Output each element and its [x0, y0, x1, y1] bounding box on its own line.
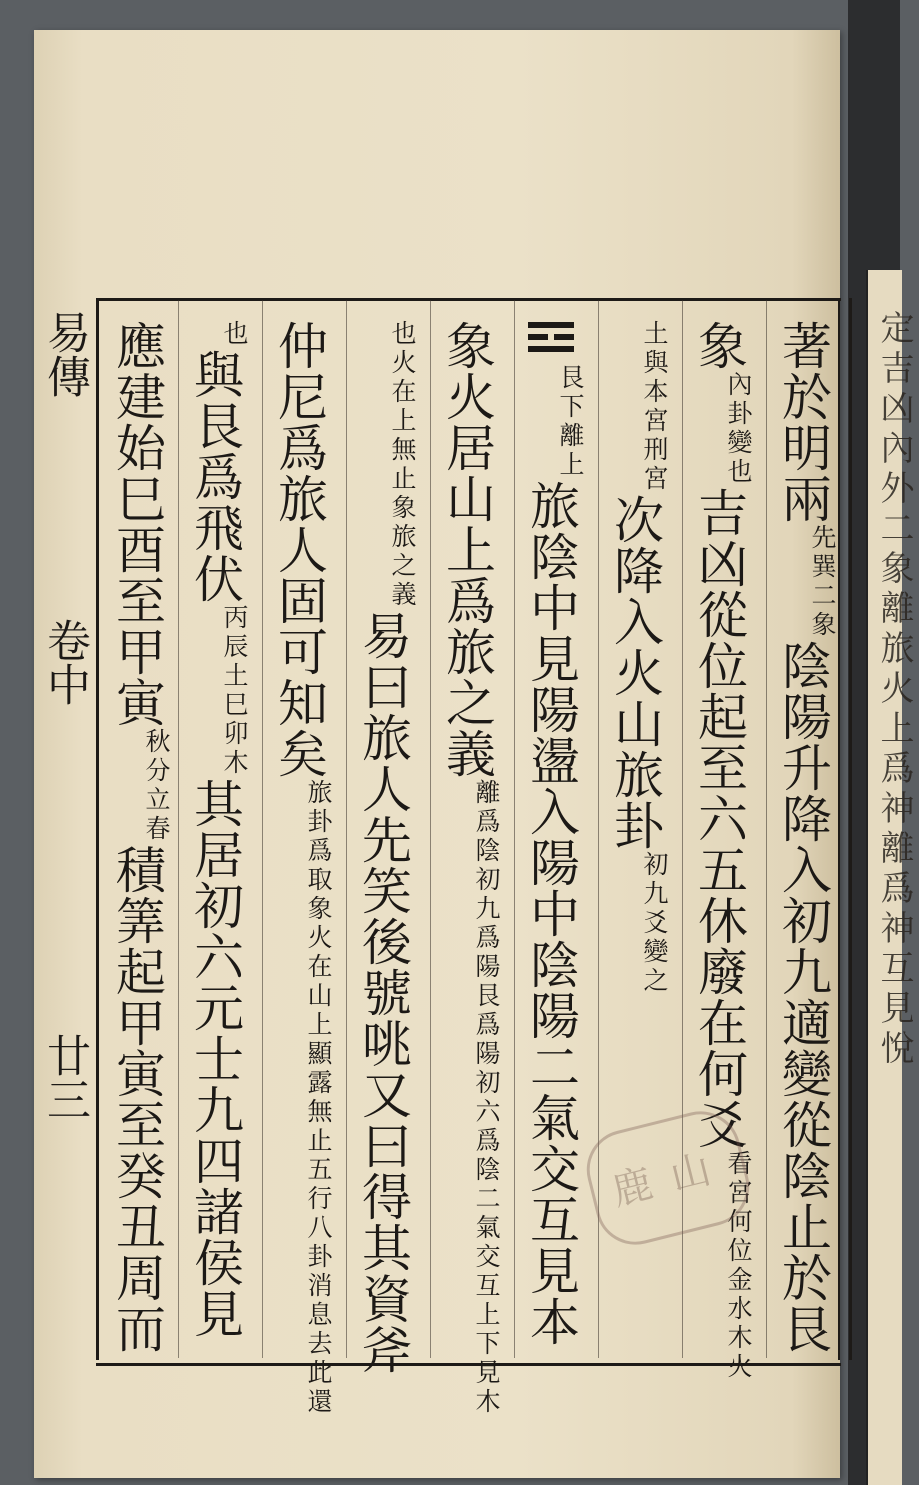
annotation-pair	[434, 779, 500, 1417]
annotation-text: 初九爻	[640, 851, 669, 938]
annotation-text: 秋分	[142, 728, 171, 786]
main-text: 旅陰中見陽盪入陽中陰陽二氣交互見本	[522, 480, 580, 1347]
annotation-pair	[266, 779, 332, 1417]
text-column-9	[104, 320, 171, 1354]
column-rule	[346, 300, 347, 1358]
main-text: 應建始巳酉至甲寅	[108, 320, 166, 728]
column-rule	[262, 300, 263, 1358]
block-heart-margin	[40, 298, 88, 1360]
annotation-pair	[518, 364, 584, 480]
adjacent-page-text: 定吉凶內外二象離旅火上爲神離爲神互見悅	[874, 310, 914, 1070]
main-text: 象火居山上爲旅之義	[438, 320, 496, 779]
text-column-6	[350, 320, 417, 1375]
annotation-text: 無止五行八卦消息去此還	[304, 1098, 333, 1417]
column-rule	[514, 300, 515, 1358]
text-column-4	[518, 320, 584, 1350]
annotation-text: 內卦	[724, 371, 753, 429]
adjacent-page-edge	[866, 270, 914, 1485]
annotation-pair	[602, 320, 668, 494]
annotation-text: 宮刑宮	[640, 407, 669, 494]
annotation-text: 變也	[724, 429, 753, 487]
annotation-pair	[350, 320, 416, 610]
annotation-text: 看宮何位	[724, 1150, 753, 1266]
annotation-text: 離爲陰初九爲陽艮爲陽初	[472, 779, 501, 1098]
annotation-text: 旅卦爲取象火在山上顯露	[304, 779, 333, 1098]
frame-right-rule	[838, 298, 852, 1360]
annotation-text: 二象	[808, 582, 837, 640]
hexagram-icon	[528, 320, 574, 364]
annotation-text: 離上	[556, 422, 585, 480]
annotation-text: 金水木火	[724, 1266, 753, 1382]
text-column-7	[266, 320, 333, 1417]
text-column-8	[182, 320, 248, 1350]
frame-left-rule	[96, 298, 104, 1360]
annotation-pair	[686, 371, 752, 487]
annotation-text: 艮下	[556, 364, 585, 422]
annotation-pair	[770, 524, 836, 640]
annotation-pair	[104, 728, 170, 844]
annotation-text: 變之	[640, 938, 669, 996]
main-text: 與艮爲飛伏	[186, 349, 244, 604]
text-column-1	[770, 320, 837, 1354]
main-text: 著於明兩	[774, 320, 832, 524]
seal-text: 鹿山	[607, 1141, 735, 1216]
main-text: 次降入火山旅卦	[606, 494, 664, 851]
main-text: 仲尼爲旅人固可知矣	[270, 320, 328, 779]
main-text: 其居初六元士九四諸侯見	[186, 778, 244, 1339]
annotation-text: 也	[220, 320, 249, 349]
annotation-text: 止象旅之義	[388, 465, 417, 610]
main-text: 積筭起甲寅至癸丑周而	[108, 844, 166, 1354]
margin-folio: 廿三	[39, 1033, 90, 1121]
annotation-text: 六爲陰二氣交互上下見木	[472, 1098, 501, 1417]
annotation-text: 丙辰土	[220, 604, 249, 691]
annotation-text: 巳卯木	[220, 691, 249, 778]
main-text: 象	[690, 320, 748, 371]
text-column-5	[434, 320, 501, 1417]
column-rule	[766, 300, 767, 1358]
margin-volume: 卷中	[39, 618, 90, 706]
annotation-pair	[182, 604, 248, 778]
annotation-text: 土與本	[640, 320, 669, 407]
column-rule	[178, 300, 179, 1358]
annotation-text: 也火在上無	[388, 320, 417, 465]
main-text: 吉凶從位起至六五休廢在何爻	[690, 487, 748, 1150]
main-text: 易曰旅人先笑後號咷又曰得其資斧	[354, 610, 412, 1375]
annotation-text: 立春	[142, 786, 171, 844]
column-rule	[430, 300, 431, 1358]
annotation-text: 先巽	[808, 524, 837, 582]
annotation-pair	[602, 851, 668, 996]
margin-title: 易傳	[39, 310, 90, 398]
main-text: 陰陽升降入初九適變從陰止於艮	[774, 640, 832, 1354]
